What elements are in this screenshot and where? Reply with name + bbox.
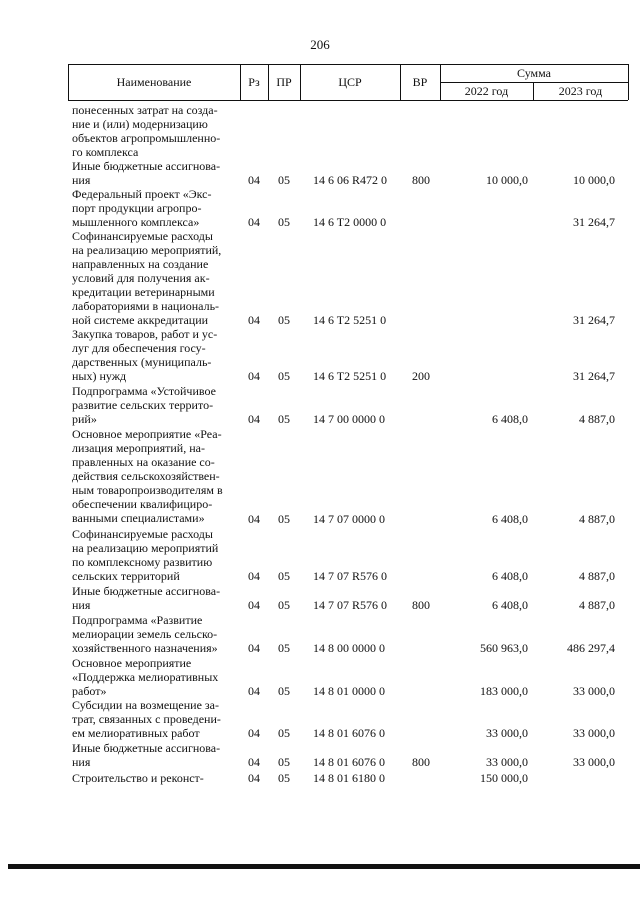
row-pr: 05 [278,771,290,785]
row-csr: 14 8 01 6076 0 [313,755,385,769]
row-csr: 14 6 T2 5251 0 [313,369,387,383]
row-sum-2022: 560 963,0 [480,641,528,655]
row-sum-2022: 33 000,0 [486,755,528,769]
row-name: Основное мероприятие «Реа- лизация мероприятий, на- правленных на оказание со- действия сельскохозяйствен- ным товаропроизводителям в обеспечении квалифициро- ванными специалистами» [72,427,223,525]
row-name: Подпрограмма «Развитие мелиорации земель сельско- хозяйственного назначения» [72,613,218,655]
row-sum-2023: 4 887,0 [579,512,615,526]
row-sum-2022: 33 000,0 [486,726,528,740]
header-vr: ВР [412,75,428,89]
row-csr: 14 7 07 R576 0 [313,598,388,612]
row-rz: 04 [248,684,260,698]
row-pr: 05 [278,641,290,655]
row-rz: 04 [248,755,260,769]
row-csr: 14 8 00 0000 0 [313,641,385,655]
row-csr: 14 8 01 0000 0 [313,684,385,698]
row-pr: 05 [278,726,290,740]
row-sum-2023: 4 887,0 [579,412,615,426]
row-pr: 05 [278,173,290,187]
header-pr: ПР [276,75,292,89]
row-sum-2022: 6 408,0 [492,512,528,526]
row-name: Федеральный проект «Экс- порт продукции агропро- мышленного комплекса» [72,187,212,229]
row-pr: 05 [278,755,290,769]
row-sum-2023: 33 000,0 [573,726,615,740]
row-name: Основное мероприятие «Поддержка мелиоративных работ» [72,656,219,698]
row-csr: 14 7 00 0000 0 [313,412,385,426]
row-rz: 04 [248,412,260,426]
row-name: Закупка товаров, работ и ус- луг для обеспечения госу- дарственных (муниципаль- ных) нужд [72,327,218,383]
row-rz: 04 [248,215,260,229]
row-sum-2023: 486 297,4 [567,641,615,655]
row-sum-2023: 33 000,0 [573,684,615,698]
row-pr: 05 [278,412,290,426]
bottom-rule [8,864,640,869]
row-sum-2022: 6 408,0 [492,598,528,612]
header-csr: ЦСР [338,75,362,89]
row-rz: 04 [248,569,260,583]
row-name: Иные бюджетные ассигнова- ния [72,741,221,769]
row-rz: 04 [248,512,260,526]
header-year-2022: 2022 год [464,84,509,98]
header-top-border [68,64,628,65]
sum-subheader-border [440,82,628,83]
row-name: Подпрограмма «Устойчивое развитие сельских террито- рий» [72,384,216,426]
row-csr: 14 8 01 6076 0 [313,726,385,740]
row-name: понесенных затрат на созда- ние и (или) модернизацию объектов агропромышленно- го комплекса [72,103,221,159]
row-pr: 05 [278,313,290,327]
row-rz: 04 [248,598,260,612]
row-vr: 800 [412,755,430,769]
row-name: Строительство и реконст- [72,771,204,785]
header-name: Наименование [116,75,192,89]
row-vr: 800 [412,173,430,187]
row-sum-2022: 10 000,0 [486,173,528,187]
row-rz: 04 [248,726,260,740]
row-sum-2023: 31 264,7 [573,313,615,327]
row-name: Софинансируемые расходы на реализацию мероприятий по комплексному развитию сельских территорий [72,527,219,583]
row-csr: 14 7 07 R576 0 [313,569,388,583]
row-pr: 05 [278,684,290,698]
header-border-right [628,64,629,100]
row-rz: 04 [248,173,260,187]
header-sum: Сумма [517,66,551,80]
row-csr: 14 6 06 R472 0 [313,173,388,187]
row-rz: 04 [248,313,260,327]
page-number: 206 [310,37,330,52]
header-rz: Рз [248,75,260,89]
row-sum-2023: 31 264,7 [573,215,615,229]
row-name: Иные бюджетные ассигнова- ния [72,159,221,187]
row-pr: 05 [278,569,290,583]
row-sum-2023: 10 000,0 [573,173,615,187]
row-sum-2022: 150 000,0 [480,771,528,785]
header-year-2023: 2023 год [558,84,603,98]
row-name: Иные бюджетные ассигнова- ния [72,584,221,612]
row-pr: 05 [278,512,290,526]
row-vr: 800 [412,598,430,612]
row-sum-2022: 183 000,0 [480,684,528,698]
row-sum-2022: 6 408,0 [492,412,528,426]
row-pr: 05 [278,598,290,612]
row-csr: 14 8 01 6180 0 [313,771,385,785]
row-csr: 14 6 T2 0000 0 [313,215,387,229]
row-pr: 05 [278,369,290,383]
row-rz: 04 [248,369,260,383]
row-sum-2023: 31 264,7 [573,369,615,383]
row-sum-2023: 33 000,0 [573,755,615,769]
row-sum-2023: 4 887,0 [579,598,615,612]
row-rz: 04 [248,771,260,785]
row-csr: 14 6 T2 5251 0 [313,313,387,327]
row-csr: 14 7 07 0000 0 [313,512,385,526]
row-pr: 05 [278,215,290,229]
row-name: Софинансируемые расходы на реализацию мероприятий, направленных на создание условий для получения ак- кредитации ветеринарными лабораториями в националь- ной системе аккредитации [72,229,222,327]
row-sum-2022: 6 408,0 [492,569,528,583]
row-name: Субсидии на возмещение за- трат, связанных с проведени- ем мелиоративных работ [72,698,221,740]
row-sum-2023: 4 887,0 [579,569,615,583]
row-rz: 04 [248,641,260,655]
row-vr: 200 [412,369,430,383]
header-bottom-border [68,100,628,101]
